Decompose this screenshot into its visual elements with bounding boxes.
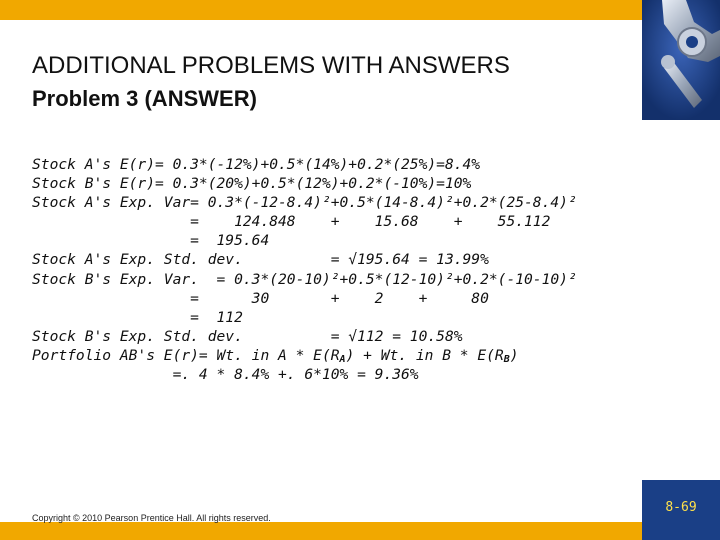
slide-title: ADDITIONAL PROBLEMS WITH ANSWERS xyxy=(32,52,510,79)
answer-line: = 112 xyxy=(32,308,243,326)
copyright-notice: Copyright © 2010 Pearson Prentice Hall. All rights reserved. xyxy=(32,513,271,523)
answer-line: Stock B's Exp. Var. = 0.3*(20-10)²+0.5*(12-10)²+0.2*(-10-10)² xyxy=(32,270,577,288)
answer-line: Stock A's E(r)= 0.3*(-12%)+0.5*(14%)+0.2*(25%)=8.4% xyxy=(32,156,481,173)
answer-line: Stock B's Exp. Std. dev. = √112 = 10.58% xyxy=(32,327,463,345)
answer-line: Stock B's E(r)= 0.3*(20%)+0.5*(12%)+0.2*(-10%)=10% xyxy=(32,175,472,193)
answer-line: = 124.848 + 15.68 + 55.112 xyxy=(32,213,551,231)
portfolio-line xyxy=(32,346,632,365)
portfolio-suffix: ) xyxy=(509,346,519,364)
corner-image xyxy=(642,0,720,120)
answer-line: Stock A's Exp. Var= 0.3*(-12-8.4)²+0.5*(14-8.4)²+0.2*(25-8.4)² xyxy=(32,194,577,212)
portfolio-sub-a: A xyxy=(339,353,346,365)
portfolio-sub-b: B xyxy=(503,353,510,365)
answer-line: =. 4 * 8.4% +. 6*10% = 9.36% xyxy=(32,366,419,384)
slide-subtitle: Problem 3 (ANSWER) xyxy=(32,86,257,111)
page-number: 8-69 xyxy=(665,500,697,515)
portfolio-mid: ) + Wt. in B * E(R xyxy=(345,346,504,364)
wrench-and-gear-icon xyxy=(642,0,720,120)
answer-line: Stock A's Exp. Std. dev. = √195.64 = 13.99% xyxy=(32,251,489,269)
top-accent-bar xyxy=(0,0,642,20)
bottom-accent-bar xyxy=(0,522,642,540)
answer-body xyxy=(32,155,632,384)
answer-line: = 30 + 2 + 80 xyxy=(32,289,489,307)
page-number-box xyxy=(642,480,720,540)
portfolio-prefix: Portfolio AB's E(r)= Wt. in A * E(R xyxy=(32,346,340,364)
answer-line: = 195.64 xyxy=(32,232,270,250)
